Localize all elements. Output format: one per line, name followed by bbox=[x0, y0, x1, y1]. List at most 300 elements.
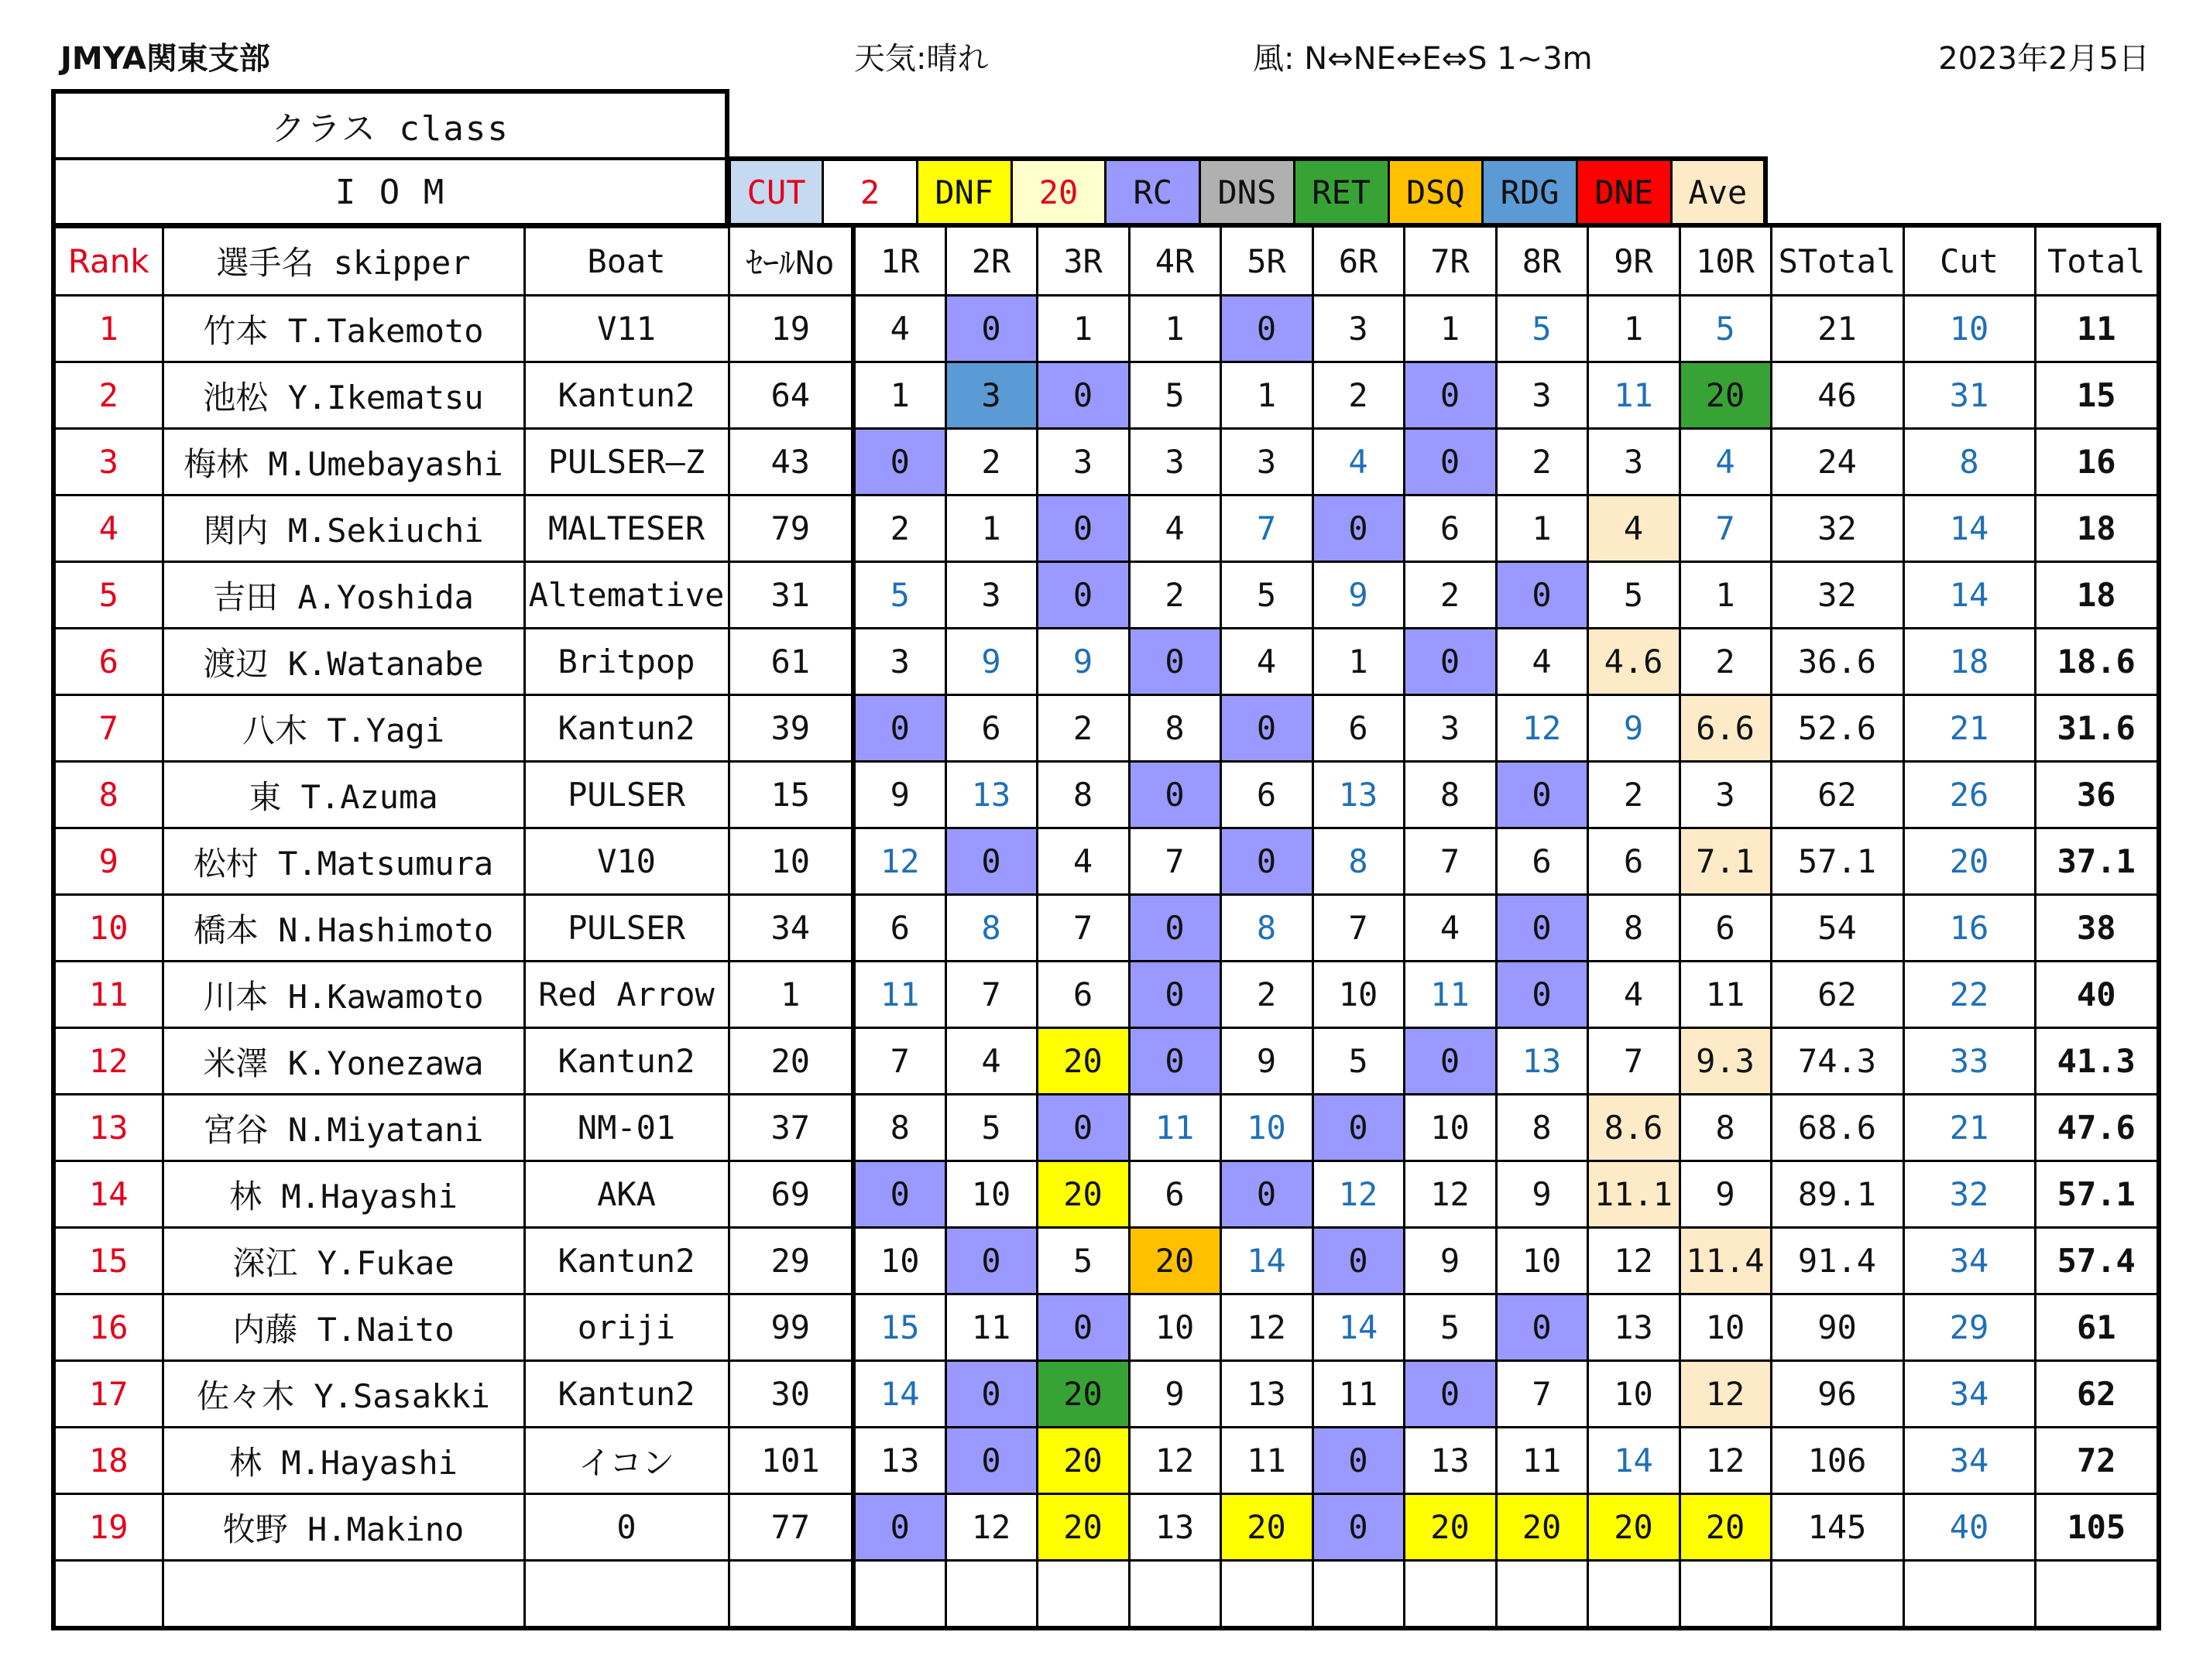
race-score-cell: 11 bbox=[1496, 1428, 1587, 1494]
race-score-cell: 2 bbox=[1220, 962, 1312, 1028]
stotal-cell: 90 bbox=[1771, 1294, 1903, 1361]
race-score-cell: 12 bbox=[1220, 1294, 1312, 1361]
race-score-cell: 12 bbox=[1680, 1428, 1771, 1494]
race-score-cell: 5 bbox=[1404, 1294, 1496, 1361]
sail-number-cell: 39 bbox=[729, 695, 853, 762]
table-row bbox=[53, 495, 2159, 562]
rank-cell: 2 bbox=[53, 362, 163, 429]
skipper-cell: 林 M.Hayashi bbox=[163, 1428, 524, 1494]
race-score-cell: 2 bbox=[1129, 562, 1220, 629]
race-score-cell: 9 bbox=[1587, 695, 1680, 762]
race-score-cell: 5 bbox=[1680, 296, 1771, 362]
race-score-cell: 10 bbox=[1129, 1294, 1220, 1361]
race-score-cell: 0 bbox=[853, 429, 945, 495]
boat-cell: Red Arrow bbox=[524, 962, 729, 1028]
race-score-cell: 11.1 bbox=[1587, 1161, 1680, 1228]
race-score-cell: 8 bbox=[1680, 1095, 1771, 1161]
race-score-cell: 11 bbox=[1129, 1095, 1220, 1161]
race-score-cell: 9 bbox=[853, 762, 945, 828]
race-score-cell: 7 bbox=[1587, 1028, 1680, 1095]
sail-number-cell: 29 bbox=[729, 1228, 853, 1294]
empty-cell bbox=[1496, 1561, 1587, 1629]
race-score-cell: 5 bbox=[1220, 562, 1312, 629]
race-score-cell: 20 bbox=[1680, 362, 1771, 429]
cut-cell: 26 bbox=[1903, 762, 2035, 828]
total-cell: 57.1 bbox=[2035, 1161, 2159, 1228]
column-header: Total bbox=[2035, 225, 2159, 296]
legend-code-cut: CUT bbox=[729, 159, 823, 225]
boat-cell: V11 bbox=[524, 296, 729, 362]
boat-cell: PULSER—Z bbox=[524, 429, 729, 495]
total-cell: 18 bbox=[2035, 562, 2159, 629]
total-cell: 31.6 bbox=[2035, 695, 2159, 762]
legend-code-2: 2 bbox=[823, 159, 918, 225]
race-score-cell: 0 bbox=[853, 1494, 945, 1561]
cut-cell: 32 bbox=[1903, 1161, 2035, 1228]
race-score-cell: 20 bbox=[1037, 1494, 1129, 1561]
cut-cell: 22 bbox=[1903, 962, 2035, 1028]
race-score-cell: 0 bbox=[1220, 828, 1312, 895]
empty-row bbox=[53, 1561, 2159, 1629]
stotal-cell: 24 bbox=[1771, 429, 1903, 495]
stotal-cell: 68.6 bbox=[1771, 1095, 1903, 1161]
race-score-cell: 20 bbox=[1220, 1494, 1312, 1561]
cut-cell: 40 bbox=[1903, 1494, 2035, 1561]
legend-code-rc: RC bbox=[1106, 159, 1200, 225]
race-score-cell: 6 bbox=[1404, 495, 1496, 562]
sail-number-cell: 10 bbox=[729, 828, 853, 895]
cut-cell: 8 bbox=[1903, 429, 2035, 495]
total-cell: 18 bbox=[2035, 495, 2159, 562]
race-score-cell: 9 bbox=[1404, 1228, 1496, 1294]
race-score-cell: 0 bbox=[1312, 1095, 1404, 1161]
stotal-cell: 21 bbox=[1771, 296, 1903, 362]
race-score-cell: 0 bbox=[945, 1228, 1037, 1294]
class-value: I O M bbox=[53, 159, 727, 226]
race-score-cell: 12 bbox=[1496, 695, 1587, 762]
wind-label: 風: N⇔NE⇔E⇔S 1~3m bbox=[1253, 41, 1593, 77]
cut-cell: 14 bbox=[1903, 495, 2035, 562]
boat-cell: 0 bbox=[524, 1494, 729, 1561]
stotal-cell: 62 bbox=[1771, 962, 1903, 1028]
race-score-cell: 3 bbox=[853, 629, 945, 695]
empty-cell bbox=[163, 1561, 524, 1629]
rank-cell: 14 bbox=[53, 1161, 163, 1228]
race-score-cell: 0 bbox=[1037, 562, 1129, 629]
table-row bbox=[53, 762, 2159, 828]
race-score-cell: 8 bbox=[853, 1095, 945, 1161]
race-score-cell: 3 bbox=[1680, 762, 1771, 828]
boat-cell: oriji bbox=[524, 1294, 729, 1361]
race-score-cell: 8 bbox=[1037, 762, 1129, 828]
rank-cell: 1 bbox=[53, 296, 163, 362]
skipper-cell: 梅林 M.Umebayashi bbox=[163, 429, 524, 495]
race-score-cell: 3 bbox=[1220, 429, 1312, 495]
total-cell: 72 bbox=[2035, 1428, 2159, 1494]
race-score-cell: 4 bbox=[1404, 895, 1496, 962]
race-score-cell: 8 bbox=[1404, 762, 1496, 828]
race-score-cell: 10 bbox=[853, 1228, 945, 1294]
race-score-cell: 1 bbox=[1680, 562, 1771, 629]
race-score-cell: 2 bbox=[945, 429, 1037, 495]
race-score-cell: 7 bbox=[1680, 495, 1771, 562]
column-header: Cut bbox=[1903, 225, 2035, 296]
race-score-cell: 7 bbox=[853, 1028, 945, 1095]
sail-number-cell: 69 bbox=[729, 1161, 853, 1228]
race-score-cell: 20 bbox=[1587, 1494, 1680, 1561]
skipper-cell: 米澤 K.Yonezawa bbox=[163, 1028, 524, 1095]
stotal-cell: 57.1 bbox=[1771, 828, 1903, 895]
race-score-cell: 5 bbox=[945, 1095, 1037, 1161]
table-row bbox=[53, 695, 2159, 762]
column-header: 6R bbox=[1312, 225, 1404, 296]
race-score-cell: 1 bbox=[1312, 629, 1404, 695]
race-score-cell: 15 bbox=[853, 1294, 945, 1361]
race-score-cell: 0 bbox=[1496, 562, 1587, 629]
race-score-cell: 13 bbox=[1496, 1028, 1587, 1095]
event-date: 2023年2月5日 bbox=[1938, 41, 2150, 77]
race-score-cell: 8 bbox=[945, 895, 1037, 962]
total-cell: 40 bbox=[2035, 962, 2159, 1028]
boat-cell: Britpop bbox=[524, 629, 729, 695]
empty-cell bbox=[524, 1561, 729, 1629]
column-header: Rank bbox=[53, 225, 163, 296]
race-score-cell: 10 bbox=[1312, 962, 1404, 1028]
cut-cell: 20 bbox=[1903, 828, 2035, 895]
race-score-cell: 7 bbox=[1404, 828, 1496, 895]
stotal-cell: 46 bbox=[1771, 362, 1903, 429]
race-score-cell: 9 bbox=[1129, 1361, 1220, 1428]
skipper-cell: 内藤 T.Naito bbox=[163, 1294, 524, 1361]
race-score-cell: 11 bbox=[1312, 1361, 1404, 1428]
legend-code-dnf: DNF bbox=[917, 159, 1011, 225]
race-score-cell: 8 bbox=[1129, 695, 1220, 762]
column-header: Boat bbox=[524, 225, 729, 296]
table-row bbox=[53, 1294, 2159, 1361]
race-score-cell: 5 bbox=[1037, 1228, 1129, 1294]
race-score-cell: 4 bbox=[1312, 429, 1404, 495]
results-table bbox=[51, 223, 2161, 1630]
race-score-cell: 4 bbox=[1496, 629, 1587, 695]
organization-name: JMYA関東支部 bbox=[60, 41, 270, 77]
legend-code-rdg: RDG bbox=[1483, 159, 1577, 225]
race-score-cell: 7 bbox=[1129, 828, 1220, 895]
race-score-cell: 6 bbox=[1496, 828, 1587, 895]
race-score-cell: 6 bbox=[1037, 962, 1129, 1028]
skipper-cell: 深江 Y.Fukae bbox=[163, 1228, 524, 1294]
race-score-cell: 5 bbox=[1129, 362, 1220, 429]
race-score-cell: 0 bbox=[1496, 762, 1587, 828]
cut-cell: 21 bbox=[1903, 1095, 2035, 1161]
race-score-cell: 0 bbox=[1220, 695, 1312, 762]
race-score-cell: 0 bbox=[1404, 362, 1496, 429]
skipper-cell: 牧野 H.Makino bbox=[163, 1494, 524, 1561]
race-score-cell: 11 bbox=[1220, 1428, 1312, 1494]
race-score-cell: 12 bbox=[1587, 1228, 1680, 1294]
race-score-cell: 3 bbox=[945, 562, 1037, 629]
table-row bbox=[53, 1228, 2159, 1294]
sail-number-cell: 43 bbox=[729, 429, 853, 495]
race-score-cell: 1 bbox=[1404, 296, 1496, 362]
race-score-cell: 9 bbox=[1496, 1161, 1587, 1228]
race-score-cell: 6 bbox=[1220, 762, 1312, 828]
race-score-cell: 1 bbox=[1587, 296, 1680, 362]
race-score-cell: 10 bbox=[1496, 1228, 1587, 1294]
race-score-cell: 3 bbox=[1496, 362, 1587, 429]
total-cell: 61 bbox=[2035, 1294, 2159, 1361]
skipper-cell: 東 T.Azuma bbox=[163, 762, 524, 828]
rank-cell: 11 bbox=[53, 962, 163, 1028]
race-score-cell: 13 bbox=[945, 762, 1037, 828]
race-score-cell: 0 bbox=[1129, 1028, 1220, 1095]
rank-cell: 12 bbox=[53, 1028, 163, 1095]
race-score-cell: 3 bbox=[1129, 429, 1220, 495]
race-score-cell: 0 bbox=[1129, 762, 1220, 828]
total-cell: 37.1 bbox=[2035, 828, 2159, 895]
stotal-cell: 91.4 bbox=[1771, 1228, 1903, 1294]
empty-cell bbox=[1312, 1561, 1404, 1629]
race-score-cell: 13 bbox=[853, 1428, 945, 1494]
column-header: 1R bbox=[853, 225, 945, 296]
race-score-cell: 4 bbox=[1220, 629, 1312, 695]
legend-code-20: 20 bbox=[1011, 159, 1106, 225]
race-score-cell: 0 bbox=[1129, 962, 1220, 1028]
cut-cell: 10 bbox=[1903, 296, 2035, 362]
race-score-cell: 12 bbox=[853, 828, 945, 895]
total-cell: 38 bbox=[2035, 895, 2159, 962]
race-score-cell: 1 bbox=[1129, 296, 1220, 362]
sail-number-cell: 99 bbox=[729, 1294, 853, 1361]
score-code-legend bbox=[726, 156, 1768, 228]
race-score-cell: 0 bbox=[1404, 629, 1496, 695]
sail-number-cell: 19 bbox=[729, 296, 853, 362]
boat-cell: Kantun2 bbox=[524, 695, 729, 762]
table-row bbox=[53, 362, 2159, 429]
boat-cell: Altemative bbox=[524, 562, 729, 629]
table-row bbox=[53, 1161, 2159, 1228]
total-cell: 16 bbox=[2035, 429, 2159, 495]
race-score-cell: 3 bbox=[945, 362, 1037, 429]
race-score-cell: 7 bbox=[945, 962, 1037, 1028]
column-header: 4R bbox=[1129, 225, 1220, 296]
sail-number-cell: 77 bbox=[729, 1494, 853, 1561]
race-score-cell: 20 bbox=[1037, 1361, 1129, 1428]
class-table bbox=[51, 89, 729, 228]
table-header-row bbox=[53, 225, 2159, 296]
race-score-cell: 14 bbox=[853, 1361, 945, 1428]
weather-label: 天気:晴れ bbox=[854, 41, 989, 77]
cut-cell: 16 bbox=[1903, 895, 2035, 962]
legend-code-dsq: DSQ bbox=[1388, 159, 1483, 225]
race-score-cell: 12 bbox=[1129, 1428, 1220, 1494]
race-score-cell: 0 bbox=[1037, 362, 1129, 429]
race-score-cell: 8.6 bbox=[1587, 1095, 1680, 1161]
race-score-cell: 8 bbox=[1496, 1095, 1587, 1161]
boat-cell: PULSER bbox=[524, 895, 729, 962]
skipper-cell: 松村 T.Matsumura bbox=[163, 828, 524, 895]
race-score-cell: 1 bbox=[853, 362, 945, 429]
race-score-cell: 8 bbox=[1220, 895, 1312, 962]
table-row bbox=[53, 296, 2159, 362]
table-row bbox=[53, 828, 2159, 895]
total-cell: 62 bbox=[2035, 1361, 2159, 1428]
race-score-cell: 0 bbox=[945, 296, 1037, 362]
race-score-cell: 0 bbox=[1220, 1161, 1312, 1228]
race-score-cell: 20 bbox=[1496, 1494, 1587, 1561]
boat-cell: NM-01 bbox=[524, 1095, 729, 1161]
race-score-cell: 7 bbox=[1220, 495, 1312, 562]
race-score-cell: 0 bbox=[1404, 1028, 1496, 1095]
race-score-cell: 4.6 bbox=[1587, 629, 1680, 695]
stotal-cell: 52.6 bbox=[1771, 695, 1903, 762]
table-row bbox=[53, 429, 2159, 495]
sail-number-cell: 79 bbox=[729, 495, 853, 562]
empty-cell bbox=[1680, 1561, 1771, 1629]
race-score-cell: 12 bbox=[1680, 1361, 1771, 1428]
race-score-cell: 2 bbox=[1496, 429, 1587, 495]
race-score-cell: 6 bbox=[1587, 828, 1680, 895]
race-score-cell: 2 bbox=[853, 495, 945, 562]
race-score-cell: 5 bbox=[1587, 562, 1680, 629]
race-score-cell: 0 bbox=[945, 1361, 1037, 1428]
empty-cell bbox=[1771, 1561, 1903, 1629]
boat-cell: V10 bbox=[524, 828, 729, 895]
column-header: 選手名 skipper bbox=[163, 225, 524, 296]
race-score-cell: 11 bbox=[1587, 362, 1680, 429]
race-score-cell: 0 bbox=[1037, 1095, 1129, 1161]
race-score-cell: 10 bbox=[1220, 1095, 1312, 1161]
race-score-cell: 0 bbox=[1129, 629, 1220, 695]
race-score-cell: 9.3 bbox=[1680, 1028, 1771, 1095]
legend-code-ret: RET bbox=[1294, 159, 1388, 225]
stotal-cell: 145 bbox=[1771, 1494, 1903, 1561]
race-score-cell: 13 bbox=[1587, 1294, 1680, 1361]
table-row bbox=[53, 895, 2159, 962]
total-cell: 41.3 bbox=[2035, 1028, 2159, 1095]
stotal-cell: 89.1 bbox=[1771, 1161, 1903, 1228]
race-score-cell: 20 bbox=[1680, 1494, 1771, 1561]
sail-number-cell: 101 bbox=[729, 1428, 853, 1494]
cut-cell: 33 bbox=[1903, 1028, 2035, 1095]
race-score-cell: 0 bbox=[1312, 1228, 1404, 1294]
skipper-cell: 池松 Y.Ikematsu bbox=[163, 362, 524, 429]
race-score-cell: 0 bbox=[1312, 1494, 1404, 1561]
cut-cell: 31 bbox=[1903, 362, 2035, 429]
stotal-cell: 96 bbox=[1771, 1361, 1903, 1428]
race-score-cell: 9 bbox=[1680, 1161, 1771, 1228]
race-score-cell: 20 bbox=[1037, 1028, 1129, 1095]
race-score-cell: 14 bbox=[1220, 1228, 1312, 1294]
rank-cell: 10 bbox=[53, 895, 163, 962]
race-score-cell: 2 bbox=[1312, 362, 1404, 429]
total-cell: 47.6 bbox=[2035, 1095, 2159, 1161]
sail-number-cell: 37 bbox=[729, 1095, 853, 1161]
skipper-cell: 関内 M.Sekiuchi bbox=[163, 495, 524, 562]
race-score-cell: 7 bbox=[1496, 1361, 1587, 1428]
race-score-cell: 7 bbox=[1312, 895, 1404, 962]
empty-cell bbox=[1037, 1561, 1129, 1629]
cut-cell: 21 bbox=[1903, 695, 2035, 762]
empty-cell bbox=[1220, 1561, 1312, 1629]
race-score-cell: 8 bbox=[1587, 895, 1680, 962]
race-score-cell: 6 bbox=[945, 695, 1037, 762]
sail-number-cell: 1 bbox=[729, 962, 853, 1028]
legend-code-dns: DNS bbox=[1200, 159, 1295, 225]
race-score-cell: 4 bbox=[1680, 429, 1771, 495]
race-score-cell: 2 bbox=[1037, 695, 1129, 762]
boat-cell: Kantun2 bbox=[524, 1028, 729, 1095]
sail-number-cell: 20 bbox=[729, 1028, 853, 1095]
legend-code-dne: DNE bbox=[1577, 159, 1671, 225]
empty-cell bbox=[1587, 1561, 1680, 1629]
total-cell: 105 bbox=[2035, 1494, 2159, 1561]
cut-cell: 34 bbox=[1903, 1428, 2035, 1494]
column-header: 5R bbox=[1220, 225, 1312, 296]
race-score-cell: 12 bbox=[945, 1494, 1037, 1561]
cut-cell: 29 bbox=[1903, 1294, 2035, 1361]
skipper-cell: 渡辺 K.Watanabe bbox=[163, 629, 524, 695]
boat-cell: Kantun2 bbox=[524, 1228, 729, 1294]
empty-cell bbox=[1404, 1561, 1496, 1629]
race-score-cell: 2 bbox=[1680, 629, 1771, 695]
rank-cell: 6 bbox=[53, 629, 163, 695]
cut-cell: 34 bbox=[1903, 1361, 2035, 1428]
race-score-cell: 0 bbox=[1496, 895, 1587, 962]
race-score-cell: 2 bbox=[1587, 762, 1680, 828]
rank-cell: 5 bbox=[53, 562, 163, 629]
race-score-cell: 0 bbox=[945, 828, 1037, 895]
sail-number-cell: 31 bbox=[729, 562, 853, 629]
rank-cell: 7 bbox=[53, 695, 163, 762]
race-score-cell: 0 bbox=[1312, 495, 1404, 562]
race-score-cell: 5 bbox=[1496, 296, 1587, 362]
race-score-cell: 1 bbox=[1220, 362, 1312, 429]
stotal-cell: 32 bbox=[1771, 562, 1903, 629]
sail-number-cell: 15 bbox=[729, 762, 853, 828]
rank-cell: 17 bbox=[53, 1361, 163, 1428]
race-score-cell: 1 bbox=[1496, 495, 1587, 562]
race-score-cell: 6.6 bbox=[1680, 695, 1771, 762]
race-score-cell: 8 bbox=[1312, 828, 1404, 895]
race-score-cell: 4 bbox=[945, 1028, 1037, 1095]
boat-cell: Kantun2 bbox=[524, 362, 729, 429]
race-score-cell: 6 bbox=[1680, 895, 1771, 962]
race-score-cell: 12 bbox=[1404, 1161, 1496, 1228]
race-score-cell: 0 bbox=[1129, 895, 1220, 962]
race-score-cell: 7 bbox=[1037, 895, 1129, 962]
race-score-cell: 13 bbox=[1220, 1361, 1312, 1428]
race-score-cell: 14 bbox=[1587, 1428, 1680, 1494]
skipper-cell: 佐々木 Y.Sasakki bbox=[163, 1361, 524, 1428]
race-score-cell: 12 bbox=[1312, 1161, 1404, 1228]
skipper-cell: 竹本 T.Takemoto bbox=[163, 296, 524, 362]
boat-cell: Kantun2 bbox=[524, 1361, 729, 1428]
skipper-cell: 橋本 N.Hashimoto bbox=[163, 895, 524, 962]
race-score-cell: 4 bbox=[1129, 495, 1220, 562]
rank-cell: 9 bbox=[53, 828, 163, 895]
cut-cell: 34 bbox=[1903, 1228, 2035, 1294]
race-score-cell: 0 bbox=[1037, 1294, 1129, 1361]
column-header: 8R bbox=[1496, 225, 1587, 296]
total-cell: 36 bbox=[2035, 762, 2159, 828]
race-score-cell: 6 bbox=[1312, 695, 1404, 762]
race-score-cell: 14 bbox=[1312, 1294, 1404, 1361]
race-score-cell: 11 bbox=[1680, 962, 1771, 1028]
race-score-cell: 0 bbox=[1496, 962, 1587, 1028]
sail-number-cell: 64 bbox=[729, 362, 853, 429]
column-header: 3R bbox=[1037, 225, 1129, 296]
race-score-cell: 1 bbox=[945, 495, 1037, 562]
